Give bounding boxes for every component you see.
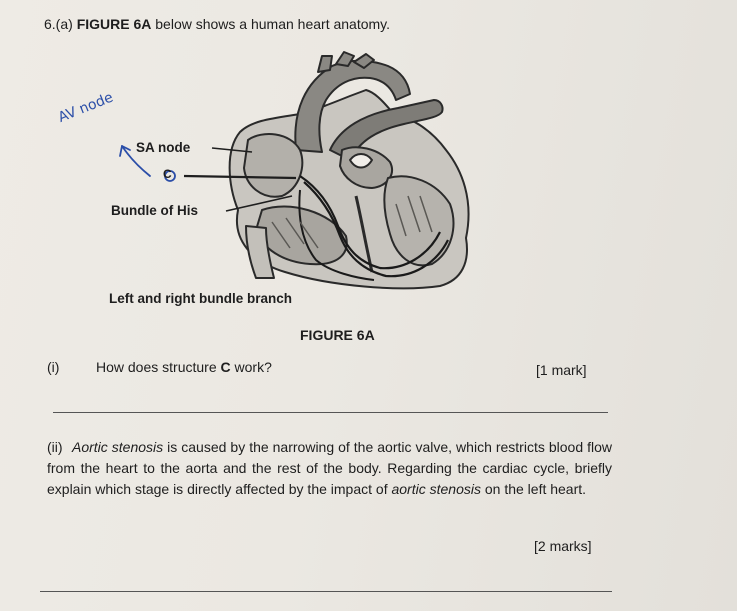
answer-line-i[interactable]: [53, 412, 608, 413]
aortic-branch-1: [318, 56, 332, 72]
part-ii-number: (ii): [47, 439, 63, 455]
part-i-number: (i): [47, 359, 60, 375]
part-ii-marks: [2 marks]: [534, 538, 592, 554]
part-i-question: [96, 357, 272, 378]
bundle-branch-label: Left and right bundle branch: [109, 291, 292, 306]
part-i-text: How does structure: [96, 359, 221, 375]
structure-c-label: C: [163, 167, 172, 181]
part-ii-text-end: on the left heart.: [480, 481, 587, 497]
part-ii-term-2: aortic stenosis: [391, 481, 481, 497]
valve: [350, 154, 372, 168]
part-ii-term: Aortic stenosis: [72, 439, 164, 455]
part-i-structure: C: [220, 359, 231, 375]
part-ii-text: is caused by the narrowing of the aortic valve, which restricts blood flow from the heart to the aorta and the rest of the body. Regarding the cardiac cycle, briefly explain which stage is directly affected by the impact of: [47, 439, 612, 497]
sa-node-label: SA node: [136, 140, 191, 155]
figure-reference: FIGURE 6A: [76, 16, 152, 32]
bundle-of-his-label: Bundle of His: [111, 203, 198, 218]
part-ii-question: [47, 437, 612, 500]
question-number: 6.(a): [44, 16, 73, 32]
figure-caption: FIGURE 6A: [300, 327, 375, 343]
question-stem: below shows a human heart anatomy.: [151, 16, 391, 32]
part-i-marks: [1 mark]: [536, 362, 587, 378]
answer-line-ii[interactable]: [40, 591, 612, 592]
part-i-text-end: work?: [230, 359, 272, 375]
handwritten-note: AV node: [56, 89, 116, 126]
right-atrium: [244, 134, 302, 197]
